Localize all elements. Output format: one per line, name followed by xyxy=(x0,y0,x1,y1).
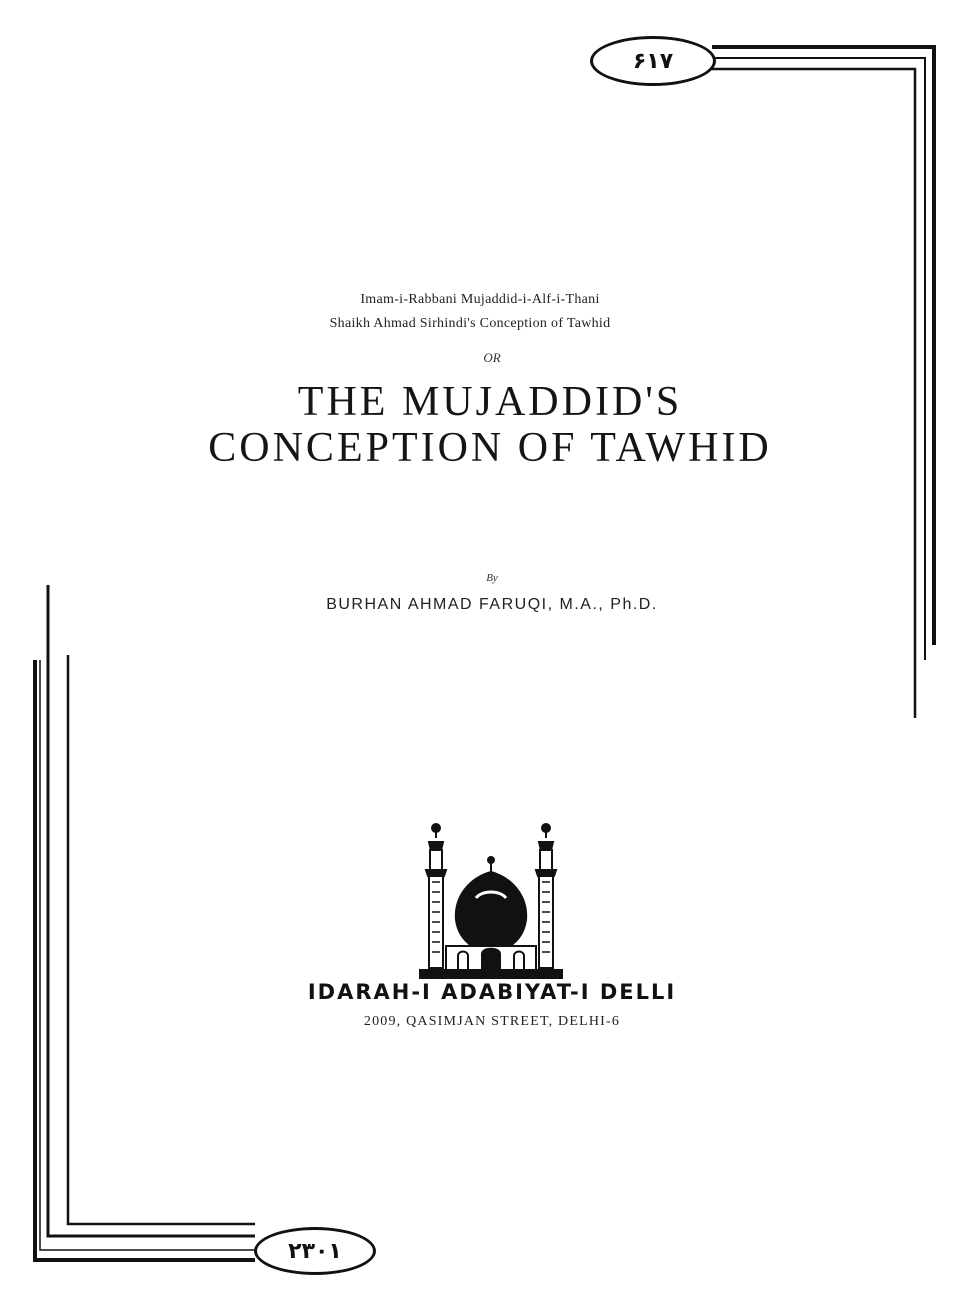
page-number-bottom: ۲۳۰۱ xyxy=(254,1227,376,1275)
book-title-line-2: CONCEPTION OF TAWHID xyxy=(208,425,772,471)
by-label: By xyxy=(486,572,498,584)
subtitle-line-2: Shaikh Ahmad Sirhindi's Conception of Tawhid xyxy=(329,316,611,331)
page-number-top: ۶۱۷ xyxy=(590,36,716,86)
publisher-name: IDARAH-I ADABIYAT-I DELLI xyxy=(307,980,677,1004)
or-separator: OR xyxy=(483,350,501,365)
author-name: BURHAN AHMAD FARUQI, M.A., Ph.D. xyxy=(326,596,658,613)
subtitle-line-1: Imam-i-Rabbani Mujaddid-i-Alf-i-Thani xyxy=(360,292,600,307)
publisher-address: 2009, QASIMJAN STREET, DELHI-6 xyxy=(363,1014,621,1029)
book-title-line-1: THE MUJADDID'S xyxy=(297,379,683,425)
mosque-icon xyxy=(412,820,568,980)
